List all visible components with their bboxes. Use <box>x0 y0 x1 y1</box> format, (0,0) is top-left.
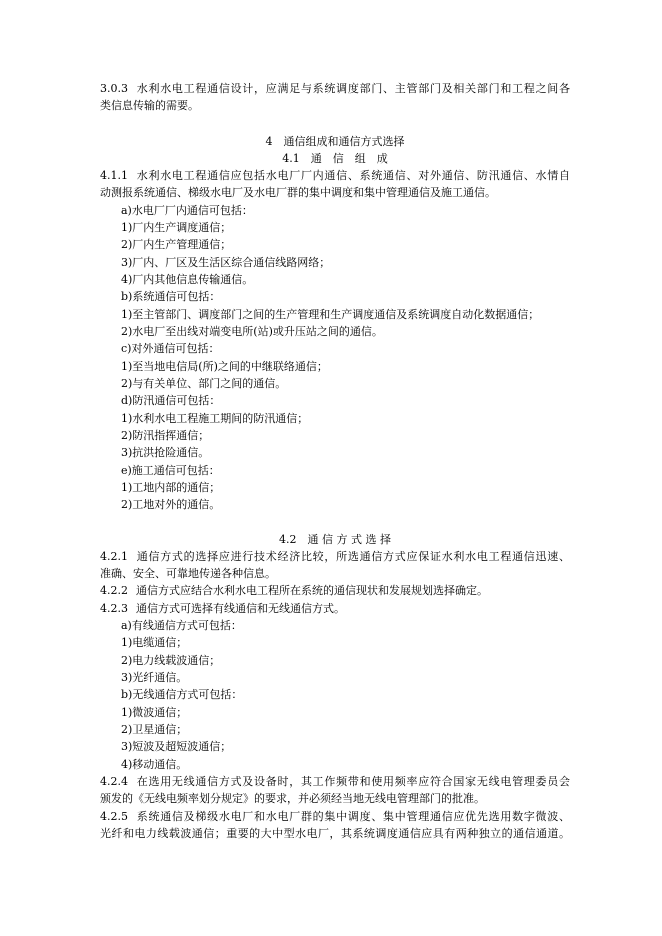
clause-number: 4.2.3 <box>100 602 128 615</box>
clause-text: 水利水电工程通信设计，应满足与系统调度部门、主管部门及相关部门和工程之间各 <box>136 82 570 95</box>
list-item: 1)至主管部门、调度部门之间的生产管理和生产调度通信及系统调度自动化数据通信； <box>121 308 540 321</box>
list-item: 3)短波及超短波通信； <box>121 740 232 753</box>
list-item: 2)电力线载波通信； <box>121 654 221 667</box>
list-item: 1)厂内生产调度通信； <box>121 221 232 234</box>
list-item: a)水电厂厂内通信可包括： <box>121 204 253 217</box>
clause-text: 系统通信及梯级水电厂和水电厂群的集中调度、集中管理通信应优先选用数字微波、 <box>136 810 570 823</box>
list-item: 1)水利水电工程施工期间的防汛通信； <box>121 412 309 425</box>
clause-number: 4.2.4 <box>100 775 128 788</box>
clause-number: 4.1.1 <box>100 169 128 182</box>
list-item: 4)移动通信。 <box>121 758 188 771</box>
list-item: d)防汛通信可包括： <box>121 394 221 407</box>
clause-continuation: 动测报系统通信、梯级水电厂及水电厂群的集中调度和集中管理通信及施工通信。 <box>100 186 496 199</box>
clause-continuation: 光纤和电力线载波通信；重要的大中型水电厂，其系统调度通信应具有两种独立的通信通道。 <box>100 827 570 840</box>
list-item: 2)与有关单位、部门之间的通信。 <box>121 377 287 390</box>
clause-4-2-5 <box>100 808 570 825</box>
section-heading-4-2: 4.2 通 信 方 式 选 择 <box>279 533 391 546</box>
clause-text: 通信方式可选择有线通信和无线通信方式。 <box>136 602 345 615</box>
list-item: 3)厂内、厂区及生活区综合通信线路网络； <box>121 256 331 269</box>
list-item: 2)水电厂至出线对端变电所(站)或升压站之间的通信。 <box>121 325 383 338</box>
list-item: c)对外通信可包括： <box>121 342 220 355</box>
list-item: 3)抗洪抢险通信。 <box>121 446 210 459</box>
clause-4-2-1 <box>100 548 570 565</box>
list-item: a)有线通信方式可包括： <box>121 619 242 632</box>
list-item: 1)工地内部的通信； <box>121 481 221 494</box>
list-item: 1)电缆通信； <box>121 636 188 649</box>
list-item: 1)微波通信； <box>121 706 188 719</box>
list-item: 4)厂内其他信息传输通信。 <box>121 273 254 286</box>
clause-4-2-3 <box>100 600 570 617</box>
list-item: e)施工通信可包括： <box>121 464 220 477</box>
clause-4-2-4 <box>100 773 570 790</box>
clause-number: 4.2.5 <box>100 810 128 823</box>
clause-text: 通信方式应结合水利水电工程所在系统的通信现状和发展规划选择确定。 <box>136 584 488 597</box>
chapter-heading: 4 通信组成和通信方式选择 <box>265 135 405 148</box>
list-item: b)系统通信可包括： <box>121 290 221 303</box>
clause-text: 水利水电工程通信应包括水电厂厂内通信、系统通信、对外通信、防汛通信、水情自 <box>136 169 570 182</box>
section-heading-4-1: 4.1 通 信 组 成 <box>282 152 388 165</box>
clause-number: 4.2.2 <box>100 584 128 597</box>
clause-continuation: 准确、安全、可靠地传递各种信息。 <box>100 567 276 580</box>
clause-text: 通信方式的选择应进行技术经济比较，所选通信方式应保证水利水电工程通信迅速、 <box>136 550 570 563</box>
list-item: 2)防汛指挥通信； <box>121 429 210 442</box>
clause-number: 4.2.1 <box>100 550 128 563</box>
list-item: 2)卫星通信； <box>121 723 188 736</box>
clause-text: 在选用无线通信方式及设备时，其工作频带和使用频率应符合国家无线电管理委员会 <box>136 775 570 788</box>
list-item: 1)至当地电信局(所)之间的中继联络通信； <box>121 360 328 373</box>
list-item: 2)厂内生产管理通信； <box>121 238 232 251</box>
list-item: 3)光纤通信。 <box>121 671 188 684</box>
clause-number: 3.0.3 <box>100 82 128 95</box>
clause-4-1-1 <box>100 167 570 184</box>
clause-continuation: 颁发的《无线电频率划分规定》的要求，并必须经当地无线电管理部门的批准。 <box>100 792 485 805</box>
clause-3-0-3 <box>100 80 570 97</box>
list-item: 2)工地对外的通信。 <box>121 498 221 511</box>
clause-4-2-2 <box>100 582 570 599</box>
list-item: b)无线通信方式可包括： <box>121 688 243 701</box>
clause-continuation: 类信息传输的需要。 <box>100 99 199 112</box>
